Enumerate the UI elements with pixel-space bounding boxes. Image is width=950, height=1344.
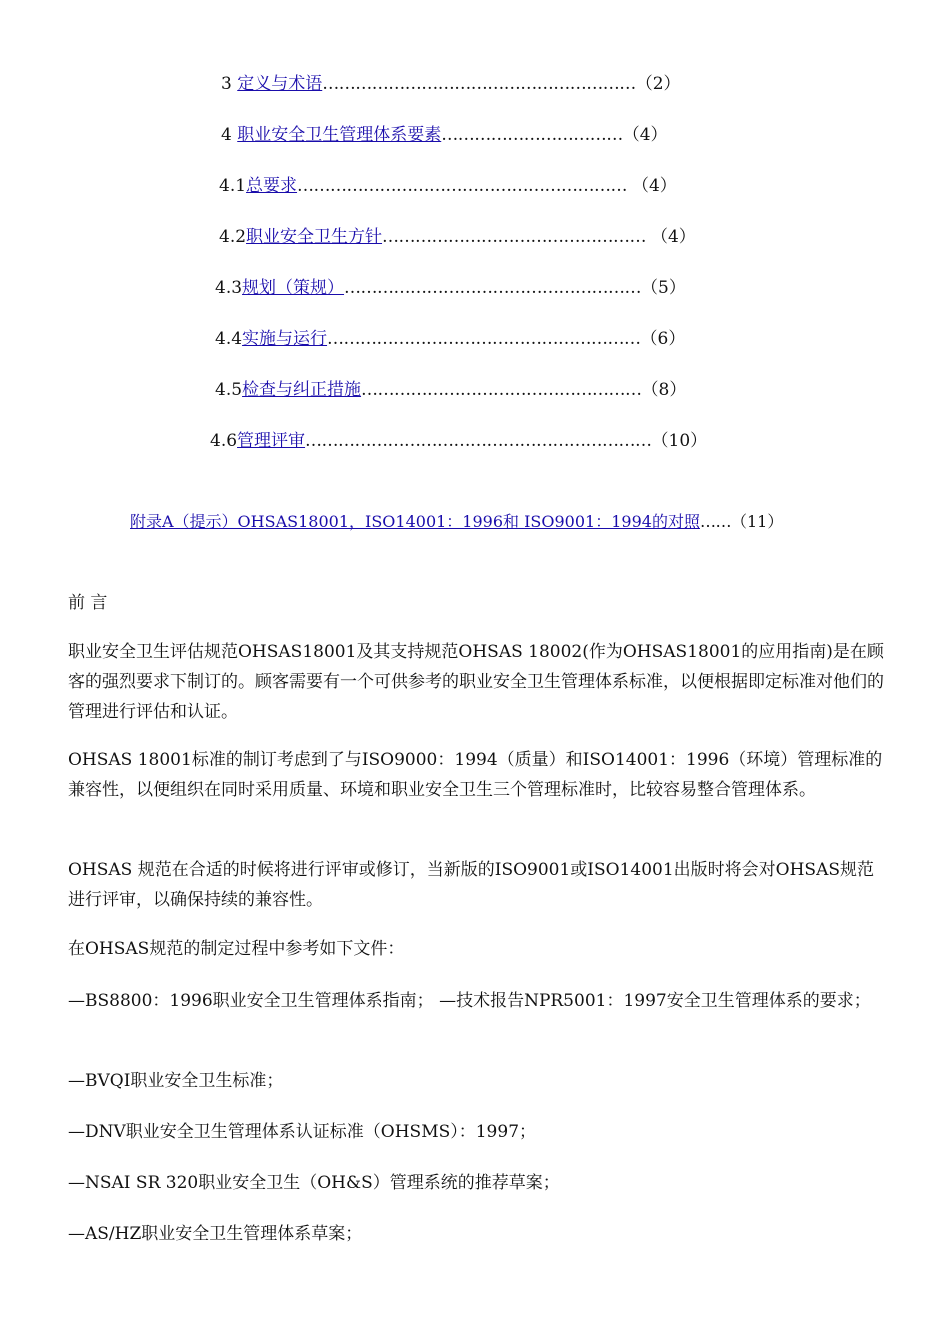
- toc-page-number: （8）: [641, 380, 687, 400]
- toc-entry-number: 3: [221, 74, 238, 94]
- toc-entry-4-3: [215, 276, 686, 300]
- toc-link-implementation[interactable]: 实施与运行: [242, 329, 328, 349]
- toc-entry-4-1: [219, 174, 677, 198]
- toc-leader-dots: ………………………………………………………: [305, 431, 652, 451]
- toc-leader-dots: ……………………………: [441, 125, 623, 145]
- toc-link-general-requirements[interactable]: 总要求: [246, 176, 298, 196]
- reference-item: —BS8800：1996职业安全卫生管理体系指南； —技术报告NPR5001：1997安全卫生管理体系的要求；: [68, 991, 871, 1011]
- toc-link-management-review[interactable]: 管理评审: [237, 431, 306, 451]
- toc-page-number: （6）: [640, 329, 686, 349]
- toc-link-policy[interactable]: 职业安全卫生方针: [246, 227, 383, 247]
- toc-entry-number: 4: [221, 125, 238, 145]
- toc-entry-4-6: [210, 429, 707, 453]
- reference-item: —DNV职业安全卫生管理体系认证标准（OHSMS）：1997；: [68, 1122, 537, 1142]
- toc-leader-dots: …………………………………………………: [327, 329, 641, 349]
- toc-entry-4-5: [215, 378, 686, 402]
- toc-leader-dots: …………………………………………………: [322, 74, 636, 94]
- toc-entry-3: [221, 72, 681, 96]
- toc-link-system-elements[interactable]: 职业安全卫生管理体系要素: [237, 125, 442, 145]
- toc-leader-dots: …………………………………………: [382, 227, 651, 247]
- toc-page-number: （11）: [730, 512, 784, 531]
- toc-page-number: （10）: [651, 431, 708, 451]
- paragraph-intro: 职业安全卫生评估规范OHSAS18001及其支持规范OHSAS 18002(作为OHSAS18001的应用指南)是在顾客的强烈要求下制订的。顾客需要有一个可供参考的职业安全卫生管理体系标准，以便根据即定标准对他们的管理进行评估和认证。: [68, 642, 884, 722]
- toc-page-number: （4）: [650, 227, 696, 247]
- toc-entry-4: [221, 123, 668, 147]
- toc-entry-4-4: [215, 327, 685, 351]
- paragraph-review: OHSAS 规范在合适的时候将进行评审或修订，当新版的ISO9001或ISO14001出版时将会对OHSAS规范进行评审，以确保持续的兼容性。: [68, 860, 875, 910]
- toc-entry-number: 4.1: [219, 176, 247, 196]
- toc-link-appendix-a[interactable]: 附录A（提示）OHSAS18001，ISO14001：1996和 ISO9001：1994的对照: [130, 512, 700, 531]
- reference-item: —AS/HZ职业安全卫生管理体系草案；: [68, 1224, 363, 1244]
- toc-page-number: （4）: [622, 125, 668, 145]
- toc-leader-dots: ………………………………………………: [344, 278, 642, 298]
- toc-entry-number: 4.5: [215, 380, 243, 400]
- toc-entry-number: 4.3: [215, 278, 243, 298]
- toc-leader-dots: ……: [699, 512, 731, 531]
- toc-page-number: （4）: [631, 176, 677, 196]
- paragraph-references-intro: 在OHSAS规范的制定过程中参考如下文件：: [68, 939, 405, 959]
- toc-link-checking[interactable]: 检查与纠正措施: [242, 380, 362, 400]
- toc-leader-dots: ……………………………………………………: [297, 176, 632, 196]
- toc-entry-number: 4.2: [219, 227, 247, 247]
- toc-link-planning[interactable]: 规划（策规）: [242, 278, 345, 298]
- toc-entry-number: 4.6: [210, 431, 238, 451]
- toc-page-number: （5）: [641, 278, 686, 298]
- toc-page-number: （2）: [635, 74, 681, 94]
- toc-leader-dots: ……………………………………………: [361, 380, 642, 400]
- foreword-heading: 前 言: [68, 593, 108, 613]
- toc-appendix-entry: [130, 510, 783, 534]
- toc-entry-4-2: [219, 225, 696, 249]
- toc-link-definitions[interactable]: 定义与术语: [237, 74, 323, 94]
- reference-item: —BVQI职业安全卫生标准；: [68, 1071, 284, 1091]
- reference-item: —NSAI SR 320职业安全卫生（OH&S）管理系统的推荐草案；: [68, 1173, 560, 1193]
- paragraph-compatibility: OHSAS 18001标准的制订考虑到了与ISO9000：1994（质量）和ISO14001：1996（环境）管理标准的兼容性，以便组织在同时采用质量、环境和职业安全卫生三个管理标准时，比较容易整合管理体系。: [68, 750, 883, 800]
- toc-entry-number: 4.4: [215, 329, 243, 349]
